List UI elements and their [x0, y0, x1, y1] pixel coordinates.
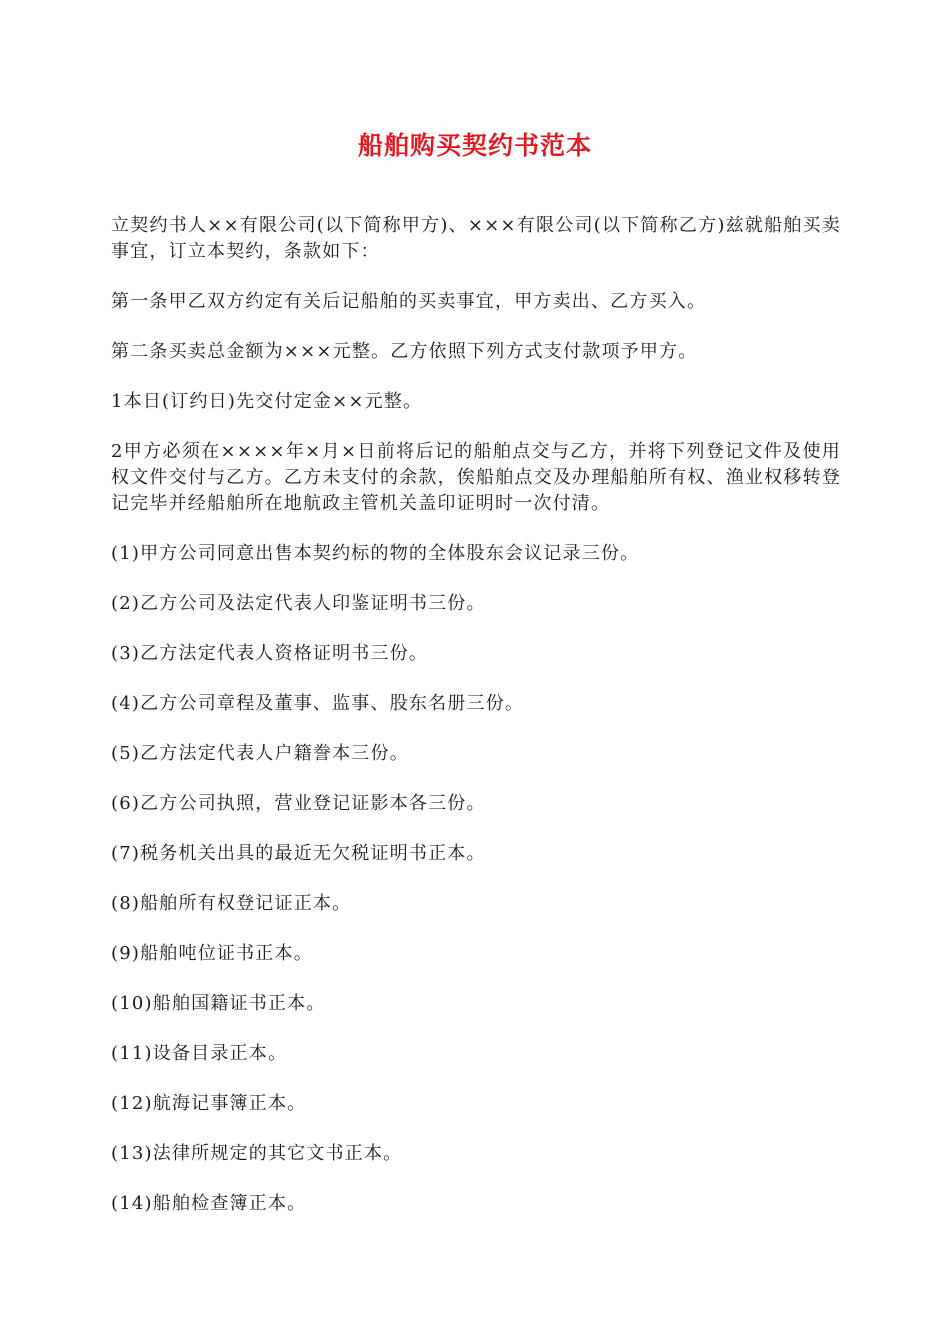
document-list-item-4: (4)乙方公司章程及董事、监事、股东名册三份。 — [111, 693, 525, 714]
document-list-item-3: (3)乙方法定代表人资格证明书三份。 — [111, 643, 429, 664]
document-title: 船舶购买契约书范本 — [357, 131, 592, 160]
document-list-item-5: (5)乙方法定代表人户籍誊本三份。 — [111, 743, 409, 764]
document-body — [111, 213, 841, 1241]
document-list-item-1: (1)甲方公司同意出售本契约标的物的全体股东会议记录三份。 — [111, 543, 640, 564]
document-list-item-13: (13)法律所规定的其它文书正本。 — [111, 1143, 403, 1164]
document-list-item-12: (12)航海记事簿正本。 — [111, 1093, 307, 1114]
payment-item-1: 1本日(订约日)先交付定金××元整。 — [111, 391, 423, 412]
document-list-item-7: (7)税务机关出具的最近无欠税证明书正本。 — [111, 843, 486, 864]
clause-intro: 立契约书人××有限公司(以下简称甲方)、×××有限公司(以下简称乙方)兹就船舶买卖事宜，订立本契约，条款如下： — [111, 215, 841, 262]
document-list-item-6: (6)乙方公司执照，营业登记证影本各三份。 — [111, 793, 486, 814]
document-list-item-14: (14)船舶检查簿正本。 — [111, 1193, 307, 1214]
clause-1: 第一条甲乙双方约定有关后记船舶的买卖事宜，甲方卖出、乙方买入。 — [111, 291, 707, 312]
document-list-item-2: (2)乙方公司及法定代表人印鉴证明书三份。 — [111, 593, 486, 614]
payment-item-2: 2甲方必须在××××年×月×日前将后记的船舶点交与乙方，并将下列登记文件及使用权文件交付与乙方。乙方未支付的余款，俟船舶点交及办理船舶所有权、渔业权移转登记完毕并经船舶所在地航政主管机关盖印证明时一次付清。 — [111, 441, 841, 514]
document-list-item-11: (11)设备目录正本。 — [111, 1043, 288, 1064]
document-list-item-8: (8)船舶所有权登记证正本。 — [111, 893, 352, 914]
clause-2: 第二条买卖总金额为×××元整。乙方依照下列方式支付款项予甲方。 — [111, 341, 698, 362]
document-list-item-9: (9)船舶吨位证书正本。 — [111, 943, 313, 964]
document-list-item-10: (10)船舶国籍证书正本。 — [111, 993, 326, 1014]
